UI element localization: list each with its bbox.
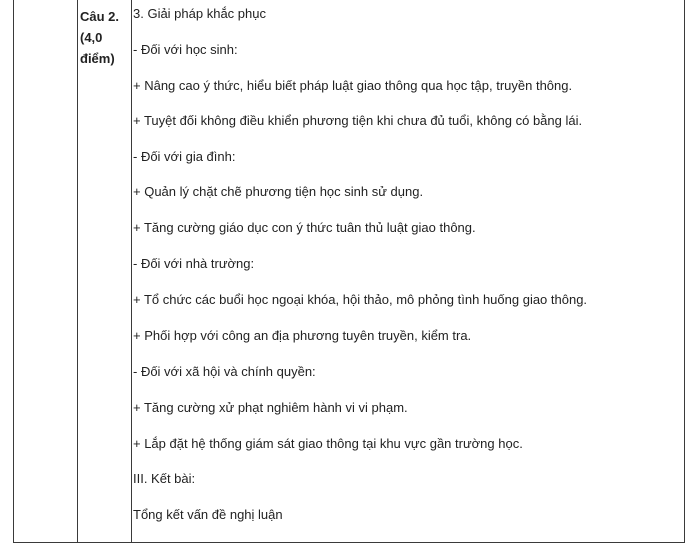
table-border-right xyxy=(684,0,685,543)
family-item-1: + Quản lý chặt chẽ phương tiện học sinh sử dụng. xyxy=(133,184,424,199)
table-border-bottom xyxy=(13,542,685,543)
students-item-1: + Nâng cao ý thức, hiểu biết pháp luật giao thông qua học tập, truyền thông. xyxy=(133,78,573,93)
question-label: Câu 2. xyxy=(80,9,120,24)
students-header: - Đối với học sinh: xyxy=(133,42,238,57)
school-item-2: + Phối hợp với công an địa phương tuyên truyền, kiểm tra. xyxy=(133,328,472,343)
table-column-divider-1 xyxy=(77,0,78,543)
question-points: (4,0 xyxy=(80,30,103,45)
conclusion-header: III. Kết bài: xyxy=(133,471,196,486)
question-cell xyxy=(80,6,130,69)
society-item-1: + Tăng cường xử phạt nghiêm hành vi vi phạm. xyxy=(133,400,408,415)
school-item-1: + Tổ chức các buổi học ngoại khóa, hội thảo, mô phỏng tình huống giao thông. xyxy=(133,292,588,307)
society-header: - Đối với xã hội và chính quyền: xyxy=(133,364,316,379)
table-border-left xyxy=(13,0,14,543)
table-column-divider-2 xyxy=(131,0,132,543)
society-item-2: + Lắp đặt hệ thống giám sát giao thông tại khu vực gần trường học. xyxy=(133,436,523,451)
school-header: - Đối với nhà trường: xyxy=(133,256,255,271)
students-item-2: + Tuyệt đối không điều khiển phương tiện khi chưa đủ tuổi, không có bằng lái. xyxy=(133,113,583,128)
family-item-2: + Tăng cường giáo dục con ý thức tuân thủ luật giao thông. xyxy=(133,220,476,235)
section-heading: 3. Giải pháp khắc phục xyxy=(133,6,266,21)
conclusion-text: Tổng kết vấn đề nghị luận xyxy=(133,507,283,522)
question-points-unit: điểm) xyxy=(80,51,115,66)
family-header: - Đối với gia đình: xyxy=(133,149,236,164)
